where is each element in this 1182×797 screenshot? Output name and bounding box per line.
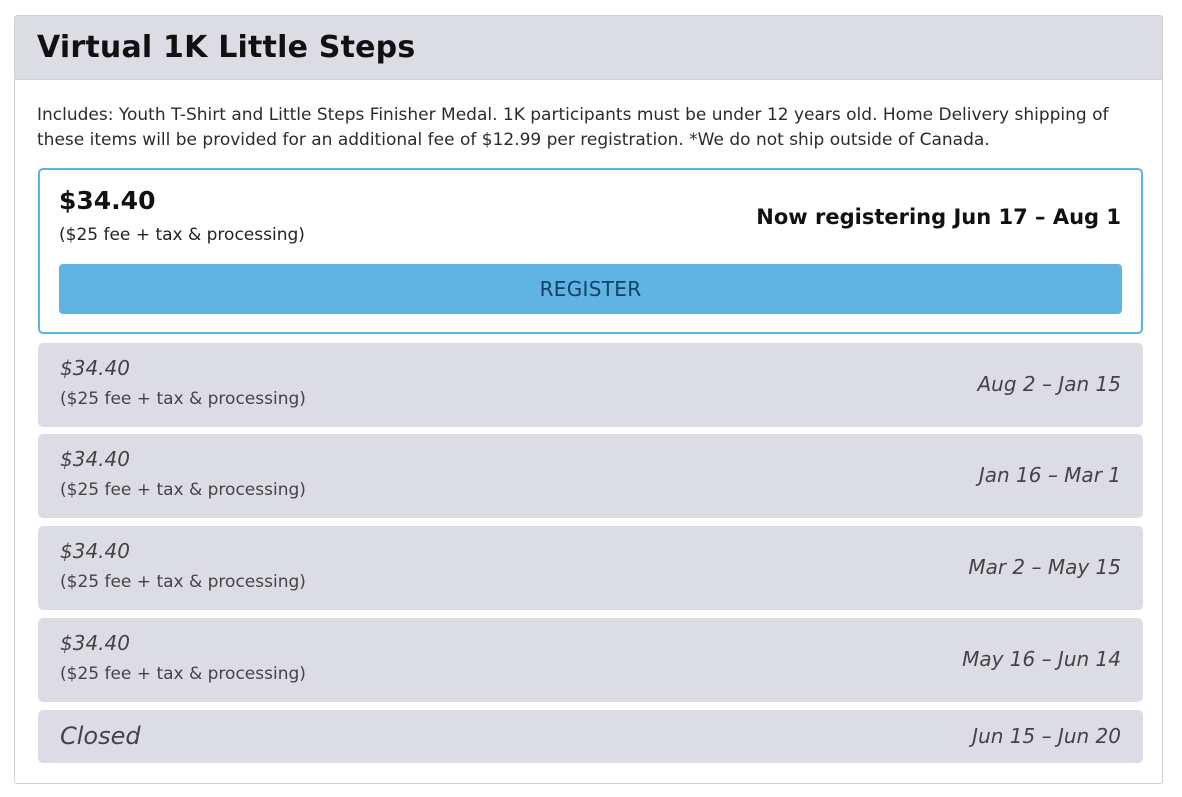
closed-tier xyxy=(38,710,1143,763)
tier-dates: Mar 2 – May 15 xyxy=(968,555,1121,579)
future-price-tier xyxy=(38,618,1143,702)
tier-dates: Jan 16 – Mar 1 xyxy=(978,463,1121,487)
event-title: Virtual 1K Little Steps xyxy=(37,30,416,65)
tier-price: $34.40 xyxy=(60,631,130,655)
future-price-tier xyxy=(38,434,1143,518)
future-price-tier xyxy=(38,526,1143,610)
future-price-tier xyxy=(38,343,1143,427)
tier-dates: Now registering Jun 17 – Aug 1 xyxy=(756,205,1121,229)
registration-card xyxy=(14,15,1163,784)
register-button[interactable]: REGISTER xyxy=(59,264,1122,314)
card-header xyxy=(15,16,1162,80)
tier-price: $34.40 xyxy=(60,539,130,563)
tier-dates: Jun 15 – Jun 20 xyxy=(972,724,1121,748)
tier-price: $34.40 xyxy=(59,186,156,215)
tier-fee-note: ($25 fee + tax & processing) xyxy=(60,664,306,684)
tier-fee-note: ($25 fee + tax & processing) xyxy=(60,480,306,500)
tier-fee-note: ($25 fee + tax & processing) xyxy=(59,225,305,245)
tier-price: $34.40 xyxy=(60,447,130,471)
tier-fee-note: ($25 fee + tax & processing) xyxy=(60,572,306,592)
tier-price: $34.40 xyxy=(60,356,130,380)
tier-dates: Aug 2 – Jan 15 xyxy=(977,372,1121,396)
tier-fee-note: ($25 fee + tax & processing) xyxy=(60,389,306,409)
active-price-tier xyxy=(38,168,1143,334)
closed-label: Closed xyxy=(60,722,141,750)
tier-dates: May 16 – Jun 14 xyxy=(962,647,1121,671)
event-description: Includes: Youth T-Shirt and Little Steps Finisher Medal. 1K participants must be under 12 years old. Home Delivery shipping of these items will be provided for an additional fee of $12.99 per registration. *We do not ship outside of Canada. xyxy=(37,105,1109,150)
